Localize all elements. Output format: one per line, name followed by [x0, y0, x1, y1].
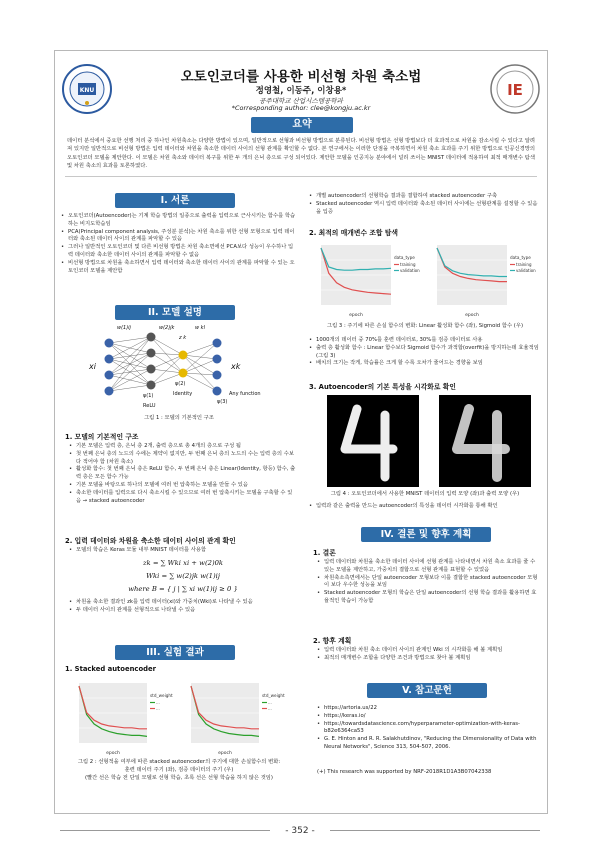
university-logo — [61, 63, 113, 115]
references-list — [317, 705, 541, 752]
x-axis-label: epoch — [465, 313, 479, 318]
right-top-bullets — [309, 193, 541, 216]
network-diagram — [83, 323, 283, 411]
legend-title: std_weight — [150, 693, 173, 698]
legend-title: data_type — [510, 255, 531, 260]
relu-label: ReLU — [143, 403, 156, 409]
list-item: • 차원축소측면에서는 단일 autoencoder 모형보다 이를 결합한 stacked autoencoder 모형이 보다 우수한 성능을 보임 — [317, 575, 541, 591]
legend-entry: ... — [268, 700, 272, 705]
poster-authors: 정영철, 이동주, 이창용* — [255, 86, 347, 96]
list-item: • PCA(Principal component analysis, 주성분 분석)는 차원 축소를 위한 선형 모형으로 입력 데이터와 축소된 데이터 사이의 관계를 파악할 수 있음 — [61, 229, 297, 245]
poster-title: 오토인코더를 사용한 비선형 차원 축소법 — [180, 69, 422, 85]
list-item: • 첫 번째 은닉 층의 노드의 수에는 제약이 없지만, 두 번째 은닉 층의 노드의 수는 입력 층의 수보다 적어야 함 (차원 축소) — [69, 451, 297, 467]
acknowledgement: (+) This research was supported by NRF-2018R1D1A3B07042338 — [317, 769, 492, 775]
section-results-heading: III. 실험 결과 — [115, 645, 235, 660]
network-edges — [109, 337, 217, 391]
chart-fig2-left — [69, 677, 177, 757]
figure1-caption: 그림 1 : 모델의 기본적인 구조 — [144, 415, 214, 421]
output-nodes — [213, 339, 222, 396]
legend-title: std_weight — [262, 693, 285, 698]
svg-text:KNU: KNU — [79, 87, 95, 94]
list-item: • 그러나 일반적인 오토인코더 및 다른 비선형 방법은 차원 축소면에선 PCA보다 성능이 우수하나 입력 데이터와 축소한 데이터 사이의 관계를 파악할 수 없음 — [61, 244, 297, 260]
wkl-label: w kl — [195, 325, 205, 331]
list-item: • 차원을 축소한 결과인 zk를 입력 데이터(xi)와 가중치(Wki)로 나타낼 수 있음 — [69, 599, 297, 607]
list-item: • 비선형 방법으로 차원을 축소하면서 입력 데이터와 축소한 데이터 사이의 관계를 파악할 수 있는 오토인코더 모델을 제안함 — [61, 260, 297, 276]
legend-title: data_type — [394, 255, 415, 260]
poster — [54, 50, 548, 814]
reference-item: • https://artoria.us/22 — [317, 705, 541, 713]
results-sub3-bullets — [309, 503, 541, 511]
model-sub2-heading: 2. 입력 데이터와 차원을 축소한 데이터 사이의 관계 확인 — [65, 537, 236, 545]
model-sub2-bullets — [69, 547, 297, 555]
equation-3: where B = { j | ∑ xi w(1)ij ≥ 0 } — [128, 585, 238, 593]
any-function-label: Any function — [229, 391, 261, 397]
w1-label: w(1)ij — [117, 325, 131, 331]
equation-1: zk = ∑ Wki xi + w(2)0k — [142, 559, 224, 567]
intro-bullets — [61, 213, 297, 275]
svg-text:IE: IE — [507, 81, 523, 99]
list-item: • 오토인코더(Autoencoder)는 기계 학습 방법의 일종으로 출력을 입력으로 근사시키는 함수를 학습하는 비지도학습임 — [61, 213, 297, 229]
list-item: • 배치의 크기는 작게, 학습률은 크게 할 수록 오차가 줄어드는 경향을 보임 — [309, 360, 541, 368]
list-item: • 최적의 매개변수 조합을 다양한 조건과 방법으로 찾아 볼 계획임 — [317, 655, 541, 663]
conclusion-sub1-bullets — [317, 559, 541, 606]
zk-label: z k — [179, 335, 187, 341]
equation-2: Wki = ∑ w(2)jk w(1)ij — [146, 572, 220, 580]
list-item: • 1000개의 데이터 중 70%를 훈련 데이터로, 30%를 검증 데이터로 사용 — [309, 337, 541, 345]
mnist-output-image — [439, 395, 531, 487]
figure2-caption-line3: (빨간 선은 학습 전 단일 모델로 선형 학습, 초록 선은 선형 학습을 하지 않은 것임) — [84, 775, 273, 781]
divider — [65, 176, 537, 177]
psi3-label: ψ(3) — [217, 399, 228, 405]
list-item: • Stacked autoencoder 모형의 학습은 단일 autoencoder의 선형 학습 결과를 활용하면 효율적인 학습이 가능함 — [317, 590, 541, 606]
w2-label: w(2)jk — [159, 325, 175, 331]
conclusion-sub2-heading: 2. 향후 계획 — [313, 637, 352, 645]
conclusion-sub2-bullets — [317, 647, 541, 663]
list-item: • 입력 데이터와 차원을 축소한 데이터 사이에 선형 관계를 나타내면서 차원 축소 효과를 줄 수 있는 모델을 제안하고, 가중치의 결합으로 선형 관계를 표현할 수 있었음 — [317, 559, 541, 575]
figure4-caption: 그림 4 : 오토인코더에서 사용한 MNIST 데이터의 입력 모양 (좌)과 출력 모양 (우) — [330, 491, 520, 497]
section-references-heading: V. 참고문헌 — [367, 683, 487, 698]
department-logo — [489, 63, 541, 115]
list-item: • 개별 autoencoder의 선형학습 결과를 결합하여 stacked autoencoder 구축 — [309, 193, 541, 201]
section-conclusion-heading: IV. 결론 및 향후 계획 — [361, 527, 491, 542]
section-model-heading: II. 모델 설명 — [115, 305, 235, 320]
legend-entry: ... — [268, 706, 272, 711]
results-sub2-heading: 2. 최적의 매개변수 조합 탐색 — [309, 229, 398, 237]
results-sub3-heading: 3. Autoencoder의 기본 특성을 시각화로 확인 — [309, 383, 456, 391]
page-number: - 352 - — [285, 826, 315, 836]
identity-label: Identity — [173, 391, 193, 397]
reference-item: • https://keras.io/ — [317, 713, 541, 721]
input-label: xi — [89, 362, 96, 371]
section-intro-heading: I. 서론 — [115, 193, 235, 208]
figure2-caption-line2: 훈련 데이터 주기 (좌), 검증 데이터의 주기 (우) — [124, 767, 234, 773]
abstract-text: 데이터 분석에서 중요한 선행 처리 중 하나인 차원축소는 다양한 방법이 있으며, 일반적으로 선형과 비선형 방법으로 분류된다. 비선형 방법은 선형 방법보다 더 효과적으로 차원을 감소시킬 수 있다고 알려져 있지만 일반적으로 비선형 방법은 입력 데이터와 차원을 축소한 데이터 사이의 선형 관계를 확인할 수 없다. 본 연구에서는 이러한 단점을 극복하면서 차원 축소 효과를 주기 위한 방법으로 인공신경망의 오토인코더 모델을 제안한다. 이 모델은 차원 축소와 데이터 복구를 위한 두 개의 은닉 층으로 구성 되어있다. 제안한 모델을 인공지능 분야에서 널리 쓰이는 MNIST 데이터에 적용하여 최적 매개변수 탐색 및 차원 축소의 효과를 토론하였다. — [67, 138, 535, 170]
reference-item: • G. E. Hinton and R. R. Salakhutdinov, "Reducing the Dimensionality of Data with Neural Networks", Science 313, 504-507, 2006. — [317, 736, 541, 752]
psi2-label: ψ(2) — [175, 381, 186, 387]
figure2-caption-line1: 그림 2 : 선형적을 여부에 따른 stacked autoencoder의 주기에 대한 손실함수의 변화: — [77, 759, 281, 765]
results-sub2-bullets — [309, 337, 541, 368]
list-item: • Stacked autoencoder 역시 입력 데이터와 축소된 데이터 사이에는 선형관계를 설정할 수 있음을 입증 — [309, 201, 541, 217]
model-sub1-heading: 1. 모델의 기본적인 구조 — [65, 433, 139, 441]
figure3-caption: 그림 3 : 주기에 따른 손실 함수의 변화: Linear 활성화 함수 (좌), Sigmoid 함수 (우) — [326, 323, 524, 329]
list-item: • 축소한 데이터를 입력으로 다시 축소시킬 수 있으므로 여러 번 압축시키는 모델을 구축할 수 있음 → stacked autoencoder — [69, 490, 297, 506]
list-item: • 활성화 함수: 첫 번째 은닉 층은 ReLU 함수, 두 번째 은닉 층은 Linear(Identity, 항등) 함수, 출력 층은 모든 함수 가능 — [69, 466, 297, 482]
list-item: • 기본 모델을 바탕으로 하나의 모델에 여러 번 압축하는 모델을 만들 수 있음 — [69, 482, 297, 490]
list-item: • 출력 층 활성화 함수 : Linear 함수보다 Sigmoid 함수가 과적합(overfit)을 방지하는데 효율적임 (그림 3) — [309, 345, 541, 361]
psi1-label: ψ(1) — [143, 393, 154, 399]
x-axis-label: epoch — [218, 751, 232, 756]
reference-item: • https://towardsdatascience.com/hyperparameter-optimization-with-keras-b82e6364ca53 — [317, 721, 541, 737]
legend-entry: training — [516, 262, 532, 267]
poster-affiliation: 공주대학교 산업시스템공학과 — [259, 97, 343, 105]
corresponding-author: *Corresponding author: clee@kongju.ac.kr — [231, 104, 371, 112]
list-item: • 기본 모델은 입력 층, 은닉 층 2개, 출력 층으로 총 4개의 층으로 구성 됨 — [69, 443, 297, 451]
legend-entry: validation — [400, 268, 420, 273]
hidden2-nodes — [179, 351, 188, 378]
legend-entry: ... — [156, 700, 160, 705]
x-axis-label: epoch — [106, 751, 120, 756]
legend-entry: validation — [516, 268, 536, 273]
x-axis-label: epoch — [349, 313, 363, 318]
abstract-heading: 요약 — [251, 117, 353, 133]
model-sub1-bullets — [69, 443, 297, 505]
legend-entry: ... — [156, 706, 160, 711]
chart-fig3-left — [311, 239, 421, 319]
output-label: xk — [231, 362, 241, 371]
list-item: • 입력 데이터와 차원 축소 데이터 사이의 관계인 Wki 의 시각화를 해 볼 계획임 — [317, 647, 541, 655]
mnist-input-image — [327, 395, 419, 487]
chart-fig3-right — [427, 239, 537, 319]
list-item: • 모델의 학습은 Keras 모듈 내부 MNIST 데이터를 사용함 — [69, 547, 297, 555]
legend-entry: training — [400, 262, 416, 267]
chart-fig2-right — [181, 677, 289, 757]
conclusion-sub1-heading: 1. 결론 — [313, 549, 336, 557]
list-item: • 두 데이터 사이의 관계를 선형적으로 나타낼 수 있음 — [69, 607, 297, 615]
list-item: • 입력과 같은 출력을 만드는 autoencoder의 특성을 데이터 시각화를 통해 확인 — [309, 503, 541, 511]
model-sub2-bullets-after — [69, 599, 297, 615]
results-sub1-heading: 1. Stacked autoencoder — [65, 665, 156, 673]
